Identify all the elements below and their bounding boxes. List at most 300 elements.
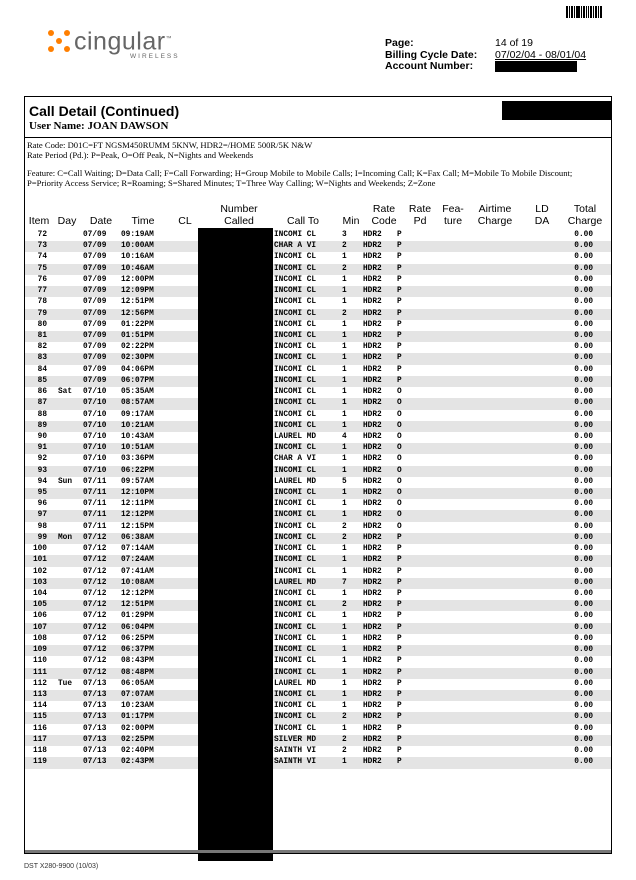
cell-rate-pd: P — [397, 679, 402, 688]
table-row — [25, 701, 611, 712]
table-row — [25, 623, 611, 634]
cell-min: 2 — [342, 735, 347, 744]
cell-item: 106 — [32, 612, 47, 621]
cell-min: 1 — [342, 612, 347, 621]
table-row — [25, 735, 611, 746]
cell-date: 07/12 — [83, 556, 107, 565]
cell-rate-code: HDR2 — [363, 567, 382, 576]
cell-rate-pd: O — [397, 432, 402, 441]
table-row — [25, 432, 611, 443]
cell-date: 07/10 — [83, 466, 107, 475]
table-row — [25, 466, 611, 477]
cell-total-charge: 0.00 — [574, 634, 593, 643]
cingular-x-icon — [48, 30, 70, 52]
cell-item: 102 — [32, 567, 47, 576]
cell-call-to: INCOMI CL — [274, 601, 317, 610]
cell-time: 12:12PM — [121, 511, 154, 520]
cell-min: 1 — [342, 657, 347, 666]
table-row — [25, 376, 611, 387]
cell-time: 12:15PM — [121, 522, 154, 531]
cell-rate-pd: P — [397, 287, 402, 296]
cell-call-to: SILVER MD — [274, 735, 317, 744]
cell-date: 07/11 — [83, 500, 107, 509]
cell-item: 97 — [37, 511, 47, 520]
cell-call-to: INCOMI CL — [274, 354, 317, 363]
cell-time: 10:23AM — [121, 702, 154, 711]
cell-min: 1 — [342, 444, 347, 453]
cell-rate-pd: P — [397, 533, 402, 542]
cell-rate-pd: O — [397, 477, 402, 486]
cell-min: 1 — [342, 668, 347, 677]
cell-date: 07/11 — [83, 522, 107, 531]
cell-min: 1 — [342, 489, 347, 498]
cell-rate-code: HDR2 — [363, 545, 382, 554]
cell-rate-pd: P — [397, 365, 402, 374]
cell-date: 07/09 — [83, 287, 107, 296]
cell-rate-pd: P — [397, 724, 402, 733]
cell-item: 103 — [32, 578, 47, 587]
cell-call-to: INCOMI CL — [274, 702, 317, 711]
cell-date: 07/12 — [83, 634, 107, 643]
cell-date: 07/09 — [83, 343, 107, 352]
cell-date: 07/12 — [83, 623, 107, 632]
cell-rate-code: HDR2 — [363, 343, 382, 352]
table-row — [25, 297, 611, 308]
cell-call-to: INCOMI CL — [274, 421, 317, 430]
cell-min: 1 — [342, 466, 347, 475]
cell-rate-pd: P — [397, 264, 402, 273]
cell-call-to: INCOMI CL — [274, 399, 317, 408]
cell-total-charge: 0.00 — [574, 567, 593, 576]
cell-call-to: INCOMI CL — [274, 298, 317, 307]
cell-rate-code: HDR2 — [363, 399, 382, 408]
cell-min: 1 — [342, 511, 347, 520]
cell-date: 07/09 — [83, 253, 107, 262]
table-row — [25, 275, 611, 286]
cell-time: 02:43PM — [121, 758, 154, 767]
cell-total-charge: 0.00 — [574, 444, 593, 453]
cell-rate-pd: O — [397, 489, 402, 498]
cell-rate-pd: O — [397, 455, 402, 464]
table-row — [25, 757, 611, 768]
table-row — [25, 410, 611, 421]
cell-time: 08:48PM — [121, 668, 154, 677]
cell-min: 1 — [342, 500, 347, 509]
cell-min: 1 — [342, 545, 347, 554]
cell-rate-code: HDR2 — [363, 309, 382, 318]
cell-rate-pd: P — [397, 668, 402, 677]
billing-cycle-label: Billing Cycle Date: — [385, 48, 478, 61]
cell-date: 07/09 — [83, 309, 107, 318]
cell-date: 07/12 — [83, 533, 107, 542]
cell-min: 1 — [342, 590, 347, 598]
cell-rate-pd: P — [397, 634, 402, 643]
cell-time: 01:17PM — [121, 713, 154, 722]
call-detail-table — [25, 230, 611, 769]
cell-item: 86 — [37, 388, 47, 397]
table-row — [25, 656, 611, 667]
table-bottom-bar — [25, 850, 611, 853]
col-date: Date — [89, 214, 113, 227]
cell-call-to: INCOMI CL — [274, 590, 317, 598]
cell-item: 93 — [37, 466, 47, 475]
cell-call-to: CHAR A VI — [274, 242, 317, 251]
table-row — [25, 309, 611, 320]
cell-rate-code: HDR2 — [363, 511, 382, 520]
cell-rate-pd: O — [397, 421, 402, 430]
cell-call-to: INCOMI CL — [274, 612, 317, 621]
cell-min: 1 — [342, 455, 347, 464]
cell-rate-code: HDR2 — [363, 500, 382, 509]
col-item: Item — [28, 214, 50, 227]
col-rate-code: Rate Code — [371, 203, 397, 227]
cell-rate-code: HDR2 — [363, 747, 382, 756]
cell-time: 06:38AM — [121, 533, 154, 542]
cell-date: 07/10 — [83, 410, 107, 419]
cell-min: 2 — [342, 242, 347, 251]
cell-total-charge: 0.00 — [574, 477, 593, 486]
cell-total-charge: 0.00 — [574, 690, 593, 699]
cell-total-charge: 0.00 — [574, 331, 593, 340]
cell-date: 07/13 — [83, 702, 107, 711]
table-row — [25, 600, 611, 611]
cell-rate-code: HDR2 — [363, 376, 382, 385]
table-row — [25, 365, 611, 376]
cell-item: 72 — [37, 231, 47, 239]
cell-total-charge: 0.00 — [574, 231, 593, 239]
cell-rate-pd: P — [397, 646, 402, 655]
cell-min: 1 — [342, 623, 347, 632]
cell-day: Mon — [58, 533, 73, 542]
cell-min: 1 — [342, 298, 347, 307]
billing-cycle-value: 07/02/04 - 08/01/04 — [495, 48, 587, 61]
cell-time: 07:24AM — [121, 556, 154, 565]
cell-time: 04:06PM — [121, 365, 154, 374]
cell-total-charge: 0.00 — [574, 421, 593, 430]
cell-time: 02:30PM — [121, 354, 154, 363]
cell-item: 104 — [32, 590, 47, 598]
cell-rate-pd: P — [397, 758, 402, 767]
cell-rate-code: HDR2 — [363, 657, 382, 666]
divider — [25, 137, 611, 138]
table-row — [25, 746, 611, 757]
cell-date: 07/10 — [83, 399, 107, 408]
cell-time: 10:21AM — [121, 421, 154, 430]
cell-min: 1 — [342, 724, 347, 733]
cingular-logo — [48, 26, 180, 60]
cell-total-charge: 0.00 — [574, 713, 593, 722]
cell-time: 10:08AM — [121, 578, 154, 587]
cell-call-to: INCOMI CL — [274, 522, 317, 531]
cell-min: 5 — [342, 477, 347, 486]
cell-call-to: INCOMI CL — [274, 264, 317, 273]
cell-item: 92 — [37, 455, 47, 464]
cell-call-to: INCOMI CL — [274, 275, 317, 284]
cell-min: 7 — [342, 578, 347, 587]
cell-time: 10:00AM — [121, 242, 154, 251]
cell-rate-pd: P — [397, 612, 402, 621]
cell-rate-pd: P — [397, 601, 402, 610]
cell-time: 12:12PM — [121, 590, 154, 598]
cell-rate-pd: O — [397, 522, 402, 531]
cell-date: 07/12 — [83, 668, 107, 677]
title-redaction — [502, 101, 612, 120]
cell-rate-pd: O — [397, 444, 402, 453]
cell-min: 1 — [342, 634, 347, 643]
cell-call-to: LAUREL MD — [274, 578, 317, 587]
cell-item: 91 — [37, 444, 47, 453]
cell-total-charge: 0.00 — [574, 287, 593, 296]
cell-min: 1 — [342, 758, 347, 767]
table-row — [25, 690, 611, 701]
cell-call-to: INCOMI CL — [274, 556, 317, 565]
cell-rate-pd: O — [397, 466, 402, 475]
cell-call-to: INCOMI CL — [274, 287, 317, 296]
table-row — [25, 567, 611, 578]
cell-call-to: INCOMI CL — [274, 331, 317, 340]
cell-item: 82 — [37, 343, 47, 352]
cell-call-to: INCOMI CL — [274, 634, 317, 643]
cell-date: 07/10 — [83, 421, 107, 430]
cell-item: 100 — [32, 545, 47, 554]
cell-date: 07/13 — [83, 747, 107, 756]
cell-call-to: INCOMI CL — [274, 309, 317, 318]
call-detail-section — [24, 96, 612, 854]
account-number-redaction — [495, 61, 577, 72]
cell-rate-pd: P — [397, 298, 402, 307]
cell-total-charge: 0.00 — [574, 309, 593, 318]
cell-call-to: LAUREL MD — [274, 679, 317, 688]
cell-rate-code: HDR2 — [363, 578, 382, 587]
cell-call-to: LAUREL MD — [274, 432, 317, 441]
cell-time: 12:10PM — [121, 489, 154, 498]
table-row — [25, 712, 611, 723]
cell-date: 07/09 — [83, 331, 107, 340]
cell-rate-pd: P — [397, 735, 402, 744]
cell-total-charge: 0.00 — [574, 343, 593, 352]
cell-total-charge: 0.00 — [574, 320, 593, 329]
cell-item: 110 — [32, 657, 47, 666]
cell-total-charge: 0.00 — [574, 657, 593, 666]
cell-call-to: INCOMI CL — [274, 388, 317, 397]
cell-rate-code: HDR2 — [363, 466, 382, 475]
cell-date: 07/13 — [83, 735, 107, 744]
cell-call-to: INCOMI CL — [274, 668, 317, 677]
cell-time: 10:43AM — [121, 432, 154, 441]
cell-rate-pd: P — [397, 567, 402, 576]
cell-min: 1 — [342, 287, 347, 296]
cell-date: 07/12 — [83, 590, 107, 598]
cell-item: 117 — [32, 735, 47, 744]
cell-item: 109 — [32, 646, 47, 655]
cell-call-to: INCOMI CL — [274, 545, 317, 554]
table-row — [25, 668, 611, 679]
cell-date: 07/10 — [83, 444, 107, 453]
cell-rate-code: HDR2 — [363, 253, 382, 262]
cell-total-charge: 0.00 — [574, 601, 593, 610]
cell-date: 07/13 — [83, 724, 107, 733]
cell-call-to: INCOMI CL — [274, 343, 317, 352]
cell-rate-pd: P — [397, 545, 402, 554]
cell-item: 113 — [32, 690, 47, 699]
cell-time: 07:41AM — [121, 567, 154, 576]
cell-date: 07/13 — [83, 679, 107, 688]
table-row — [25, 342, 611, 353]
cell-total-charge: 0.00 — [574, 365, 593, 374]
cell-rate-pd: P — [397, 623, 402, 632]
cell-rate-pd: O — [397, 410, 402, 419]
cell-call-to: INCOMI CL — [274, 690, 317, 699]
cell-date: 07/09 — [83, 365, 107, 374]
cell-date: 07/12 — [83, 578, 107, 587]
cell-item: 89 — [37, 421, 47, 430]
cell-time: 06:07PM — [121, 376, 154, 385]
cell-min: 2 — [342, 601, 347, 610]
cell-total-charge: 0.00 — [574, 646, 593, 655]
cell-min: 3 — [342, 231, 347, 239]
cell-date: 07/12 — [83, 612, 107, 621]
cell-total-charge: 0.00 — [574, 253, 593, 262]
cell-item: 76 — [37, 275, 47, 284]
cell-total-charge: 0.00 — [574, 533, 593, 542]
cell-time: 06:05AM — [121, 679, 154, 688]
cell-item: 80 — [37, 320, 47, 329]
cell-date: 07/09 — [83, 264, 107, 273]
cell-call-to: INCOMI CL — [274, 410, 317, 419]
cell-call-to: INCOMI CL — [274, 444, 317, 453]
cell-min: 1 — [342, 399, 347, 408]
cell-total-charge: 0.00 — [574, 735, 593, 744]
cell-call-to: INCOMI CL — [274, 365, 317, 374]
cell-time: 03:36PM — [121, 455, 154, 464]
cell-time: 05:35AM — [121, 388, 154, 397]
table-row — [25, 578, 611, 589]
cell-total-charge: 0.00 — [574, 455, 593, 464]
cell-rate-code: HDR2 — [363, 298, 382, 307]
cell-time: 12:00PM — [121, 275, 154, 284]
table-row — [25, 510, 611, 521]
table-row — [25, 522, 611, 533]
cell-call-to: INCOMI CL — [274, 567, 317, 576]
cell-item: 75 — [37, 264, 47, 273]
cell-rate-pd: P — [397, 231, 402, 239]
cell-total-charge: 0.00 — [574, 702, 593, 711]
cell-date: 07/12 — [83, 601, 107, 610]
cell-item: 115 — [32, 713, 47, 722]
cell-date: 07/09 — [83, 231, 107, 239]
table-row — [25, 611, 611, 622]
cell-item: 73 — [37, 242, 47, 251]
code-legend — [27, 141, 607, 197]
cell-rate-code: HDR2 — [363, 758, 382, 767]
cell-rate-pd: P — [397, 702, 402, 711]
cell-date: 07/10 — [83, 388, 107, 397]
cell-date: 07/09 — [83, 376, 107, 385]
cell-total-charge: 0.00 — [574, 668, 593, 677]
section-title: Call Detail (Continued) — [29, 103, 180, 119]
barcode-image — [566, 6, 602, 18]
cell-rate-code: HDR2 — [363, 646, 382, 655]
cell-call-to: INCOMI CL — [274, 713, 317, 722]
cell-time: 07:07AM — [121, 690, 154, 699]
cell-rate-code: HDR2 — [363, 354, 382, 363]
cell-min: 2 — [342, 713, 347, 722]
user-name: User Name: JOAN DAWSON — [29, 120, 169, 132]
cell-call-to: INCOMI CL — [274, 500, 317, 509]
cell-item: 79 — [37, 309, 47, 318]
cell-time: 12:11PM — [121, 500, 154, 509]
cell-min: 1 — [342, 354, 347, 363]
cell-rate-pd: P — [397, 590, 402, 598]
table-row — [25, 421, 611, 432]
cell-call-to: SAINTH VI — [274, 758, 317, 767]
cell-time: 01:29PM — [121, 612, 154, 621]
cell-call-to: INCOMI CL — [274, 533, 317, 542]
cell-call-to: INCOMI CL — [274, 466, 317, 475]
table-row — [25, 645, 611, 656]
cell-min: 2 — [342, 264, 347, 273]
cell-rate-code: HDR2 — [363, 702, 382, 711]
cell-total-charge: 0.00 — [574, 432, 593, 441]
cell-date: 07/09 — [83, 298, 107, 307]
col-airtime-charge: Airtime Charge — [477, 203, 513, 227]
cell-time: 02:22PM — [121, 343, 154, 352]
cell-time: 12:56PM — [121, 309, 154, 318]
cell-rate-pd: P — [397, 343, 402, 352]
table-row — [25, 331, 611, 342]
cell-item: 90 — [37, 432, 47, 441]
account-number-label: Account Number: — [385, 60, 474, 72]
cell-time: 09:19AM — [121, 231, 154, 239]
cell-call-to: INCOMI CL — [274, 724, 317, 733]
cell-time: 06:04PM — [121, 623, 154, 632]
cell-rate-code: HDR2 — [363, 331, 382, 340]
cell-rate-pd: P — [397, 242, 402, 251]
cell-rate-code: HDR2 — [363, 410, 382, 419]
table-row — [25, 488, 611, 499]
cell-date: 07/12 — [83, 657, 107, 666]
cell-rate-code: HDR2 — [363, 489, 382, 498]
cell-min: 1 — [342, 567, 347, 576]
cell-item: 95 — [37, 489, 47, 498]
form-code: DST X280-9900 (10/03) — [24, 863, 99, 870]
cell-date: 07/09 — [83, 242, 107, 251]
cell-rate-code: HDR2 — [363, 601, 382, 610]
cell-time: 01:22PM — [121, 320, 154, 329]
cell-item: 107 — [32, 623, 47, 632]
cell-call-to: CHAR A VI — [274, 455, 317, 464]
table-row — [25, 241, 611, 252]
table-row — [25, 724, 611, 735]
cell-min: 1 — [342, 376, 347, 385]
cell-item: 112 — [32, 679, 47, 688]
cell-total-charge: 0.00 — [574, 556, 593, 565]
table-row — [25, 398, 611, 409]
cell-total-charge: 0.00 — [574, 466, 593, 475]
cell-time: 02:00PM — [121, 724, 154, 733]
cell-total-charge: 0.00 — [574, 264, 593, 273]
col-number-called: Number Called — [220, 203, 258, 227]
table-row — [25, 555, 611, 566]
cell-date: 07/13 — [83, 758, 107, 767]
cell-rate-pd: O — [397, 388, 402, 397]
cell-rate-pd: P — [397, 354, 402, 363]
cell-rate-code: HDR2 — [363, 388, 382, 397]
cell-time: 10:46AM — [121, 264, 154, 273]
page-label: Page: — [385, 37, 414, 49]
cell-item: 101 — [32, 556, 47, 565]
table-row — [25, 454, 611, 465]
